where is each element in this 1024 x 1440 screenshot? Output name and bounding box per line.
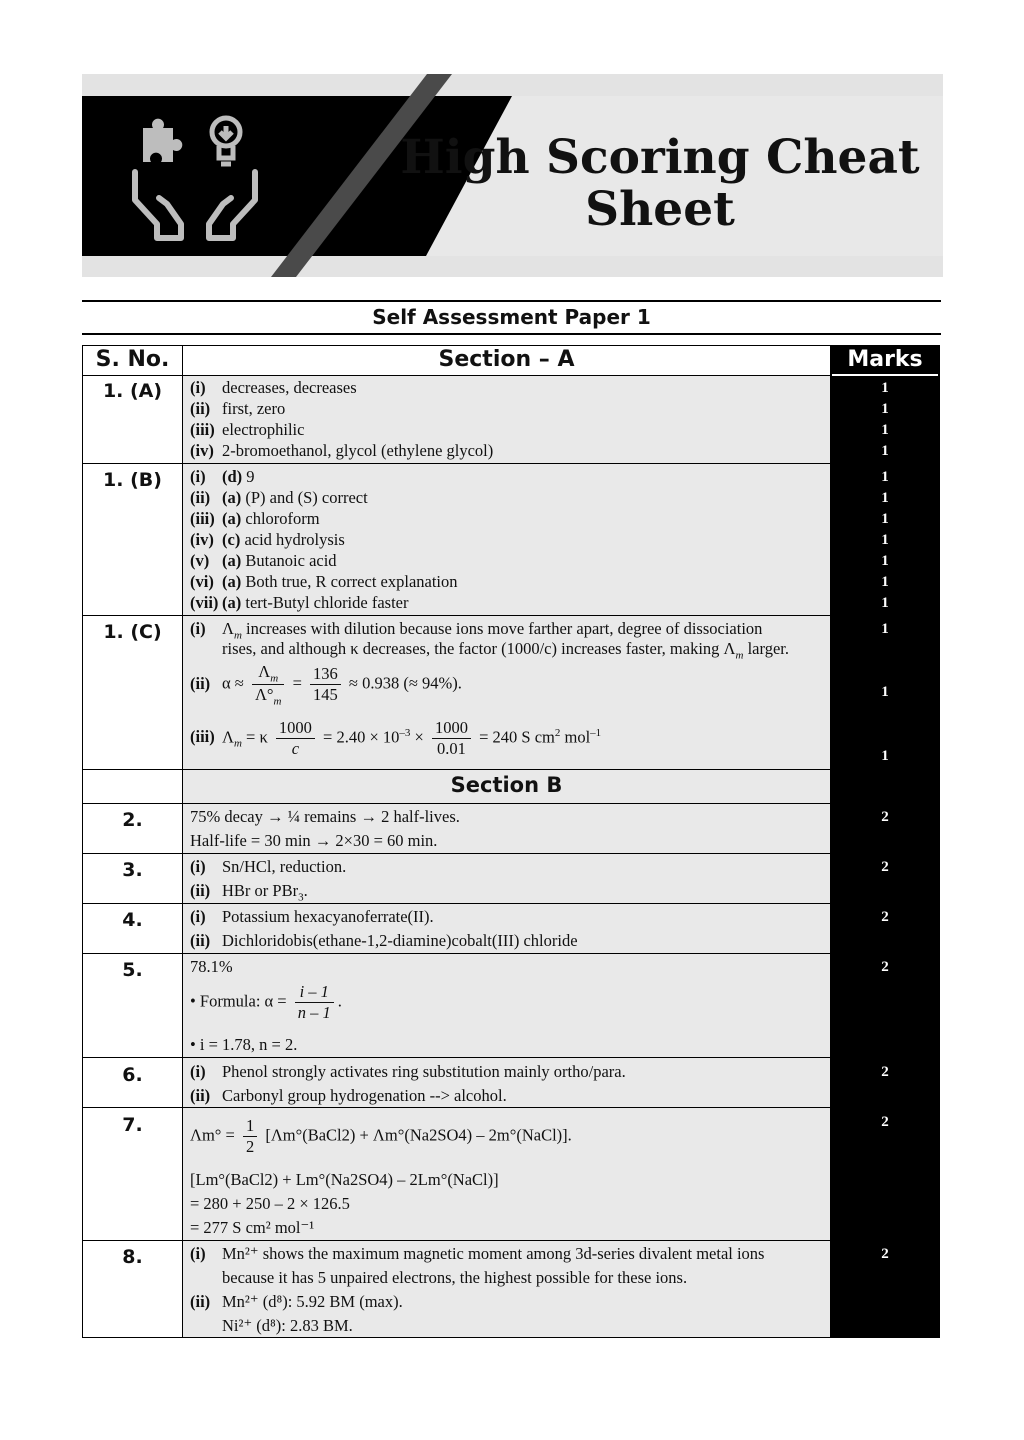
- formula-line: • Formula: α = $\frac{i - 1}{n - 1}$ .: [190, 982, 342, 1022]
- answer-line: (i) (d) 9: [190, 467, 255, 486]
- header-marks: Marks: [847, 347, 923, 372]
- question-number: 8.: [122, 1246, 143, 1268]
- mark: 2: [881, 959, 889, 975]
- section-b-heading: Section B: [450, 773, 563, 797]
- answer-line: rises, and although κ decreases, the factor (1000/c) increases faster, making $\Lambda_m$ larger.: [222, 639, 789, 662]
- answer-line: (iii) (a) chloroform: [190, 509, 320, 528]
- answer-line: (i) Phenol strongly activates ring substitution mainly ortho/para.: [190, 1062, 626, 1081]
- mark: 1: [881, 422, 889, 438]
- question-number: 1. (C): [103, 621, 162, 643]
- answer-line: (iii) electrophilic: [190, 420, 305, 439]
- question-number: 3.: [122, 859, 143, 881]
- answer-line: (i) Mn²⁺ shows the maximum magnetic moment among 3d-series divalent metal ions: [190, 1244, 765, 1263]
- mark: 1: [881, 380, 889, 396]
- column-divider: [182, 345, 183, 1338]
- lightbulb-icon: [212, 118, 240, 164]
- mark: 1: [881, 490, 889, 506]
- mark: 2: [881, 1246, 889, 1262]
- answer-line: (vi) (a) Both true, R correct explanation: [190, 572, 458, 591]
- mark: 1: [881, 469, 889, 485]
- answer-line: Ni²⁺ (d⁸): 2.83 BM.: [222, 1316, 353, 1335]
- question-number: 7.: [122, 1114, 143, 1136]
- formula-line: Λm° = $\frac{1}{2}$ [Λm°(BaCl2) + Λm°(Na2SO4) – 2m°(NaCl)].: [190, 1116, 572, 1156]
- question-number: 4.: [122, 909, 143, 931]
- answer-line: (iv) (c) acid hydrolysis: [190, 530, 345, 549]
- row-divider: [82, 1107, 830, 1108]
- row-divider: [82, 803, 830, 804]
- answer-line: = 280 + 250 – 2 × 126.5: [190, 1194, 350, 1213]
- header-sno: S. No.: [95, 347, 170, 372]
- answer-line: (ii) Carbonyl group hydrogenation --> alcohol.: [190, 1086, 507, 1105]
- fraction: $\frac{136}{145}$: [310, 664, 341, 705]
- fraction: $\frac{i - 1}{n - 1}$: [295, 982, 334, 1023]
- answer-line: 78.1%: [190, 957, 233, 976]
- header-section-a: Section – A: [438, 347, 575, 372]
- answer-line: [Lm°(BaCl2) + Lm°(Na2SO4) – 2Lm°(NaCl)]: [190, 1170, 499, 1189]
- answer-line: because it has 5 unpaired electrons, the highest possible for these ions.: [222, 1268, 688, 1287]
- mark: 1: [881, 553, 889, 569]
- mark: 1: [881, 532, 889, 548]
- hands-icon-group: [125, 112, 265, 247]
- right-hand-icon: [209, 172, 255, 238]
- answer-line: (i) decreases, decreases: [190, 378, 357, 397]
- mark: 1: [881, 443, 889, 459]
- answer-line: (i) Sn/HCl, reduction.: [190, 857, 347, 876]
- left-hand-icon: [135, 172, 181, 238]
- answer-line: (ii) (a) (P) and (S) correct: [190, 488, 368, 507]
- mark: 1: [881, 748, 889, 764]
- question-number: 2.: [122, 809, 143, 831]
- row-divider: [82, 615, 830, 616]
- answer-line: • i = 1.78, n = 2.: [190, 1035, 298, 1054]
- answer-line: (iv) 2-bromoethanol, glycol (ethylene glycol): [190, 441, 494, 460]
- answer-line: (ii) first, zero: [190, 399, 286, 418]
- row-divider: [82, 853, 830, 854]
- mark: 2: [881, 859, 889, 875]
- row-divider: [82, 375, 830, 376]
- mark: 1: [881, 574, 889, 590]
- answer-line: (i) Potassium hexacyanoferrate(II).: [190, 907, 434, 926]
- answer-line: (v) (a) Butanoic acid: [190, 551, 337, 570]
- puzzle-icon: [143, 119, 182, 162]
- mark: 2: [881, 809, 889, 825]
- row-divider: [82, 953, 830, 954]
- bottom-rule: [82, 333, 941, 335]
- answer-line: (ii) Mn²⁺ (d⁸): 5.92 BM (max).: [190, 1292, 403, 1311]
- formula-line: (iii) $\Lambda_m = \kappa$ $\frac{1000}{c}$ = $2.40 \times 10^{-3}$ × $\frac{1000}{0.01}$ = 240 S $cm^2$ mol$^{-1}$: [190, 718, 602, 758]
- answer-line: (i) $\Lambda_m$ increases with dilution because ions move farther apart, degree of dissociation: [190, 619, 763, 642]
- fraction: $\frac{\Lambda_m}{\Lambda^\circ_m}$: [252, 662, 285, 708]
- row-divider: [82, 1057, 830, 1058]
- answer-line: = 277 S cm² mol⁻¹: [190, 1218, 315, 1237]
- answer-line: (ii) HBr or PBr$_3$.: [190, 881, 308, 904]
- row-divider: [82, 463, 830, 464]
- answer-line: (vii) (a) tert-Butyl chloride faster: [190, 593, 409, 612]
- fraction: $\frac{1000}{0.01}$: [432, 718, 471, 759]
- title-line-2: Sheet: [585, 182, 735, 237]
- paper-title: Self Assessment Paper 1: [372, 305, 651, 329]
- question-number: 1. (A): [102, 380, 163, 402]
- mark: 1: [881, 684, 889, 700]
- mark: 1: [881, 401, 889, 417]
- mark: 1: [881, 621, 889, 637]
- mark: 1: [881, 511, 889, 527]
- formula-line: (ii) α ≈ $\frac{\Lambda_m}{\Lambda^\circ_m}$ = $\frac{136}{145}$ ≈ 0.938 (≈ 94%).: [190, 662, 462, 708]
- question-number: 1. (B): [103, 469, 162, 491]
- fraction: $\frac{1000}{c}$: [276, 718, 315, 759]
- question-number: 5.: [122, 959, 143, 981]
- question-number: 6.: [122, 1064, 143, 1086]
- answer-line: 75% decay → ¼ remains → 2 half-lives.: [190, 807, 460, 826]
- title-line-1: High Scoring Cheat: [400, 130, 920, 185]
- page-title: [400, 132, 920, 236]
- mark: 1: [881, 595, 889, 611]
- row-divider: [82, 1240, 830, 1241]
- answer-line: Half-life = 30 min → 2×30 = 60 min.: [190, 831, 438, 850]
- mark: 2: [881, 1114, 889, 1130]
- fraction: $\frac{1}{2}$: [243, 1116, 257, 1157]
- mark: 2: [881, 909, 889, 925]
- mark: 2: [881, 1064, 889, 1080]
- answer-line: (ii) Dichloridobis(ethane-1,2-diamine)cobalt(III) chloride: [190, 931, 578, 950]
- marks-header-underline: [832, 374, 938, 376]
